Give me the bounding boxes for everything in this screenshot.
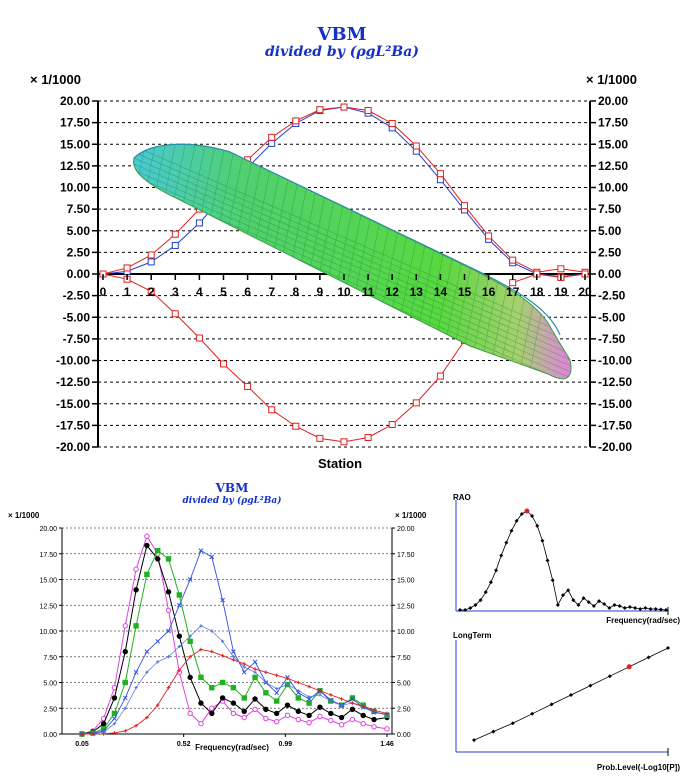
rao-point xyxy=(489,580,493,584)
spectrum-point-green xyxy=(166,557,170,561)
spectrum-point-green xyxy=(145,572,149,576)
spectrum-point-green xyxy=(274,699,278,703)
spectrum-y-tick-label-right: 5.00 xyxy=(397,680,411,688)
spectrum-point-red xyxy=(253,667,257,671)
main-y-tick-label-right: 20.00 xyxy=(598,94,629,108)
main-point-red-lower xyxy=(365,434,371,440)
main-y-tick-label-left: -12.50 xyxy=(55,375,90,390)
main-y-tick-label-right: 5.00 xyxy=(598,223,622,238)
spectrum-point-red xyxy=(340,697,344,701)
spectrum-point-black xyxy=(166,590,170,594)
spectrum-point-blue xyxy=(199,549,203,553)
hull-mesh-line xyxy=(480,120,540,420)
spectrum-point-black xyxy=(231,701,235,705)
main-point-blue xyxy=(269,140,275,146)
main-y-tick-label-left: -20.00 xyxy=(55,440,90,454)
rao-peak-point xyxy=(524,509,529,514)
main-y-tick-label-left: 20.00 xyxy=(59,94,90,108)
longterm-marked-point xyxy=(627,664,632,669)
spectrum-point-magenta xyxy=(350,717,354,721)
main-x-tick-label: 1 xyxy=(123,285,131,299)
spectrum-scale-label-left: × 1/1000 xyxy=(8,511,40,520)
spectrum-point-red xyxy=(329,693,333,697)
rao-point xyxy=(633,606,637,610)
main-x-tick-label: 17 xyxy=(506,285,520,299)
main-y-tick-label-left: 10.00 xyxy=(59,180,90,195)
spectrum-point-black xyxy=(350,707,354,711)
spectrum-point-green xyxy=(134,624,138,628)
rao-point xyxy=(484,590,488,594)
main-x-tick-label: 0 xyxy=(99,285,107,299)
spectrum-y-tick-label-left: 0.00 xyxy=(43,732,57,739)
main-y-tick-label-right: -17.50 xyxy=(598,418,633,433)
spectrum-point-magenta xyxy=(318,714,322,718)
main-point-red-upper xyxy=(124,265,130,271)
spectrum-point-blue xyxy=(253,660,257,664)
main-point-red-lower xyxy=(341,439,347,445)
spectrum-point-green xyxy=(253,675,257,679)
spectrum-point-black xyxy=(188,675,192,679)
spectrum-y-tick-label-right: 15.00 xyxy=(397,577,415,585)
main-x-tick-label: 15 xyxy=(457,285,472,299)
rao-point xyxy=(499,554,503,558)
main-x-tick-label: 5 xyxy=(220,285,227,299)
rao-point xyxy=(535,524,539,528)
spectrum-y-tick-label-left: 7.50 xyxy=(43,654,57,662)
spectrum-point-black xyxy=(339,715,343,719)
spectrum-y-tick-label-right: 7.50 xyxy=(397,654,411,662)
spectrum-point-black xyxy=(156,557,160,561)
main-point-red-upper xyxy=(389,120,395,126)
hull-mesh-line xyxy=(120,176,580,376)
main-x-tick-label: 18 xyxy=(530,285,544,299)
main-point-red-upper xyxy=(317,107,323,113)
spectrum-point-magenta xyxy=(123,624,127,628)
spectrum-y-tick-label-right: 17.50 xyxy=(397,551,415,559)
spectrum-x-tick-label: 0.05 xyxy=(75,741,89,748)
main-point-blue xyxy=(437,177,443,183)
spectrum-point-green xyxy=(177,593,181,597)
rao-point xyxy=(649,607,653,611)
main-point-red-upper xyxy=(413,143,419,149)
main-x-tick-label: 14 xyxy=(433,285,448,299)
spectrum-point-magenta xyxy=(253,707,257,711)
spectrum-chart-grid xyxy=(62,528,392,708)
rao-point xyxy=(623,606,627,610)
longterm-chart-axes xyxy=(456,640,668,756)
spectrum-point-magenta xyxy=(242,715,246,719)
main-x-tick-label: 8 xyxy=(292,285,300,299)
spectrum-point-black xyxy=(210,711,214,715)
longterm-point xyxy=(647,655,651,659)
spectrum-point-magenta xyxy=(296,717,300,721)
spectrum-y-tick-label-left: 15.00 xyxy=(39,577,57,585)
main-y-tick-label-left: -15.00 xyxy=(55,396,90,411)
spectrum-point-red xyxy=(275,673,279,677)
main-y-tick-label-left: 17.50 xyxy=(59,115,90,130)
spectrum-point-magenta xyxy=(372,725,376,729)
main-y-tick-label-right: -7.50 xyxy=(598,331,626,346)
spectrum-point-magenta xyxy=(285,713,289,717)
main-point-red-upper xyxy=(341,104,347,110)
main-point-red-upper xyxy=(510,257,516,263)
spectrum-point-green xyxy=(123,680,127,684)
spectrum-point-magenta xyxy=(307,720,311,724)
main-y-tick-label-right: 7.50 xyxy=(598,202,622,217)
spectrum-y-tick-label-right: 20.00 xyxy=(397,526,415,533)
longterm-chart-label: LongTerm xyxy=(453,631,492,640)
spectrum-point-green xyxy=(231,685,235,689)
main-y-tick-label-left: -17.50 xyxy=(55,418,90,433)
rao-point xyxy=(540,539,544,543)
rao-point xyxy=(628,605,632,609)
spectrum-point-magenta xyxy=(231,711,235,715)
longterm-chart xyxy=(450,630,686,775)
main-x-tick-label: 20 xyxy=(578,285,592,299)
main-y-tick-label-left: 5.00 xyxy=(66,223,90,238)
ship-hull-model xyxy=(70,120,580,466)
hull-mesh-line xyxy=(490,120,550,420)
main-x-tick-label: 11 xyxy=(361,285,375,299)
spectrum-x-tick-label: 0.99 xyxy=(278,741,293,748)
main-y-tick-label-right: 0.00 xyxy=(598,267,622,281)
spectrum-point-red xyxy=(210,650,214,654)
spectrum-point-green xyxy=(188,639,192,643)
main-y-tick-label-left: 0.00 xyxy=(66,267,90,281)
spectrum-point-green xyxy=(296,696,300,700)
longterm-chart-xlabel: Prob.Level(-Log10[P]) xyxy=(596,763,680,772)
main-y-tick-label-right: -10.00 xyxy=(598,353,633,368)
spectrum-point-black xyxy=(372,717,376,721)
longterm-point xyxy=(608,674,612,678)
rao-chart-xlabel: Frequency(rad/sec) xyxy=(606,616,680,625)
hull-mesh-line xyxy=(260,120,320,420)
spectrum-point-red xyxy=(242,662,246,666)
main-x-tick-label: 13 xyxy=(409,285,423,299)
spectrum-point-magenta xyxy=(361,722,365,726)
main-y-tick-label-left: 15.00 xyxy=(59,137,90,152)
spectrum-point-green xyxy=(307,701,311,705)
main-y-tick-label-left: -2.50 xyxy=(62,288,90,303)
spectrum-point-green xyxy=(220,680,224,684)
spectrum-chart-axes xyxy=(39,526,414,748)
spectrum-point-black xyxy=(177,634,181,638)
rao-point xyxy=(510,529,514,533)
spectrum-point-black xyxy=(307,713,311,717)
spectrum-y-tick-label-left: 5.00 xyxy=(43,680,57,688)
main-x-tick-label: 10 xyxy=(337,285,351,299)
rao-point xyxy=(494,568,498,572)
spectrum-point-magenta xyxy=(329,718,333,722)
spectrum-point-black xyxy=(253,697,257,701)
spectrum-point-black xyxy=(242,709,246,713)
spectrum-point-red xyxy=(264,670,268,674)
spectrum-point-magenta xyxy=(264,716,268,720)
main-point-red-upper xyxy=(486,233,492,239)
main-x-tick-label: 9 xyxy=(316,285,324,299)
spectrum-point-magenta xyxy=(145,534,149,538)
spectrum-y-tick-label-right: 12.50 xyxy=(397,603,415,611)
longterm-point xyxy=(472,738,476,742)
main-chart-title: VBM xyxy=(317,24,367,45)
spectrum-point-black xyxy=(123,649,127,653)
rao-point xyxy=(638,607,642,611)
main-x-tick-label: 4 xyxy=(196,285,203,299)
spectrum-point-black xyxy=(112,696,116,700)
spectrum-y-tick-label-left: 17.50 xyxy=(39,551,57,559)
main-scale-label-right: × 1/1000 xyxy=(586,72,637,87)
rao-point xyxy=(551,578,555,582)
spectrum-point-black xyxy=(318,705,322,709)
spectrum-point-black xyxy=(361,713,365,717)
spectrum-point-blue-thin xyxy=(318,693,321,696)
spectrum-point-black xyxy=(101,722,105,726)
main-y-tick-label-right: 10.00 xyxy=(598,180,629,195)
main-y-tick-label-right: -20.00 xyxy=(598,440,633,454)
spectrum-y-tick-label-left: 2.50 xyxy=(43,706,57,714)
longterm-point xyxy=(530,712,534,716)
spectrum-x-tick-label: 1.46 xyxy=(380,741,394,748)
main-x-tick-label: 19 xyxy=(554,285,568,299)
hull-mesh-line xyxy=(120,146,580,346)
spectrum-chart-xlabel: Frequency(rad/sec) xyxy=(195,743,269,752)
main-point-red-lower xyxy=(293,423,299,429)
main-x-tick-label: 7 xyxy=(268,285,276,299)
main-y-tick-label-right: 12.50 xyxy=(598,158,629,173)
spectrum-point-blue-thin xyxy=(275,687,278,690)
longterm-point xyxy=(588,684,592,688)
rao-point xyxy=(556,603,560,607)
main-point-red-lower xyxy=(389,422,395,428)
spectrum-point-black xyxy=(274,711,278,715)
spectrum-point-red xyxy=(307,685,311,689)
main-point-red-lower xyxy=(196,335,202,341)
spectrum-point-magenta xyxy=(199,722,203,726)
spectrum-point-black xyxy=(285,703,289,707)
main-point-red-lower xyxy=(413,400,419,406)
spectrum-point-magenta xyxy=(339,723,343,727)
main-chart-xlabel: Station xyxy=(317,456,363,470)
longterm-point xyxy=(569,693,573,697)
spectrum-chart-title: VBM xyxy=(215,481,249,495)
spectrum-point-blue xyxy=(275,691,279,695)
spectrum-point-blue xyxy=(112,717,116,721)
main-y-tick-label-left: 12.50 xyxy=(59,158,90,173)
main-point-red-upper xyxy=(437,171,443,177)
main-point-red-lower xyxy=(317,435,323,441)
hull-mesh-line xyxy=(120,140,580,340)
longterm-point xyxy=(666,646,670,650)
main-y-tick-label-left: -7.50 xyxy=(62,331,90,346)
main-point-red-upper xyxy=(365,108,371,114)
main-point-red-upper xyxy=(558,266,564,272)
spectrum-point-green xyxy=(199,675,203,679)
main-point-red-lower xyxy=(437,373,443,379)
spectrum-point-black xyxy=(134,588,138,592)
spectrum-x-tick-label: 0.52 xyxy=(176,741,191,748)
spectrum-point-blue xyxy=(123,696,127,700)
spectrum-point-red xyxy=(351,701,355,705)
main-point-blue xyxy=(196,220,202,226)
spectrum-point-green xyxy=(156,548,160,552)
rao-point xyxy=(643,606,647,610)
main-x-tick-label: 16 xyxy=(481,285,496,299)
main-x-tick-label: 3 xyxy=(171,285,179,299)
spectrum-point-green xyxy=(242,696,246,700)
spectrum-point-blue xyxy=(177,603,181,607)
vbm-frequency-chart xyxy=(0,470,450,779)
hull-mesh-line xyxy=(470,120,530,420)
hull-mesh-line xyxy=(120,170,580,370)
spectrum-point-red xyxy=(123,729,127,733)
main-y-tick-label-right: 17.50 xyxy=(598,115,629,130)
main-x-tick-label: 12 xyxy=(385,285,399,299)
main-y-tick-label-right: -12.50 xyxy=(598,375,633,390)
spectrum-point-magenta xyxy=(274,719,278,723)
main-y-tick-label-right: 2.50 xyxy=(598,245,622,260)
main-point-red-lower xyxy=(269,407,275,413)
hull-mesh-line xyxy=(250,120,310,420)
main-point-red-upper xyxy=(148,252,154,258)
spectrum-y-tick-label-right: 10.00 xyxy=(397,629,415,636)
main-y-tick-label-left: 7.50 xyxy=(66,202,90,217)
rao-chart-series xyxy=(458,509,668,613)
rao-point xyxy=(654,607,658,611)
longterm-chart-series xyxy=(472,646,670,742)
spectrum-y-tick-label-left: 20.00 xyxy=(39,526,57,533)
main-point-blue xyxy=(148,259,154,265)
spectrum-point-blue xyxy=(242,670,246,674)
main-point-blue xyxy=(172,242,178,248)
rao-chart-label: RAO xyxy=(453,493,471,502)
spectrum-point-magenta xyxy=(188,711,192,715)
main-point-red-lower xyxy=(221,361,227,367)
rao-point xyxy=(504,541,508,545)
longterm-point xyxy=(550,702,554,706)
spectrum-point-green xyxy=(264,691,268,695)
spectrum-point-black xyxy=(329,711,333,715)
main-point-red-upper xyxy=(293,118,299,124)
spectrum-chart-series xyxy=(80,534,389,736)
main-point-red-upper xyxy=(172,231,178,237)
spectrum-point-magenta xyxy=(385,727,389,731)
spectrum-point-black xyxy=(145,543,149,547)
rao-point xyxy=(613,603,617,607)
longterm-point xyxy=(491,730,495,734)
main-y-tick-label-right: -2.50 xyxy=(598,288,626,303)
main-x-tick-label: 6 xyxy=(244,285,251,299)
spectrum-point-magenta xyxy=(134,567,138,571)
spectrum-point-blue xyxy=(134,670,138,674)
main-point-red-lower xyxy=(172,311,178,317)
spectrum-point-magenta xyxy=(210,706,214,710)
main-scale-label-left: × 1/1000 xyxy=(30,72,81,87)
rao-point xyxy=(546,559,550,563)
main-x-tick-label: 2 xyxy=(147,285,155,299)
spectrum-y-tick-label-right: 0.00 xyxy=(397,732,411,739)
spectrum-point-blue xyxy=(156,639,160,643)
spectrum-point-black xyxy=(220,696,224,700)
spectrum-chart-subtitle: divided by (ρgL²Ba) xyxy=(182,496,282,506)
spectrum-point-magenta xyxy=(166,608,170,612)
spectrum-point-green xyxy=(210,685,214,689)
main-y-tick-label-left: -5.00 xyxy=(62,310,90,325)
spectrum-y-tick-label-right: 2.50 xyxy=(397,706,411,714)
main-point-red-lower xyxy=(245,383,251,389)
spectrum-point-black xyxy=(264,707,268,711)
rao-chart xyxy=(450,490,686,630)
spectrum-point-blue xyxy=(145,650,149,654)
main-y-tick-label-right: -5.00 xyxy=(598,310,626,325)
main-y-tick-label-right: 15.00 xyxy=(598,137,629,152)
main-chart-subtitle: divided by (ρgL²Ba) xyxy=(265,44,419,60)
spectrum-y-tick-label-left: 12.50 xyxy=(39,603,57,611)
longterm-point xyxy=(511,721,515,725)
main-point-red-upper xyxy=(462,203,468,209)
spectrum-y-tick-label-left: 10.00 xyxy=(39,629,57,636)
spectrum-point-black xyxy=(296,709,300,713)
rao-point xyxy=(468,606,472,610)
spectrum-scale-label-right: × 1/1000 xyxy=(395,511,427,520)
spectrum-point-red xyxy=(232,658,236,662)
spectrum-point-black xyxy=(199,701,203,705)
rao-point xyxy=(618,604,622,608)
main-y-tick-label-left: -10.00 xyxy=(55,353,90,368)
main-y-tick-label-left: 2.50 xyxy=(66,245,90,260)
main-y-tick-label-right: -15.00 xyxy=(598,396,633,411)
spectrum-point-red xyxy=(297,681,301,685)
main-point-red-upper xyxy=(269,134,275,140)
